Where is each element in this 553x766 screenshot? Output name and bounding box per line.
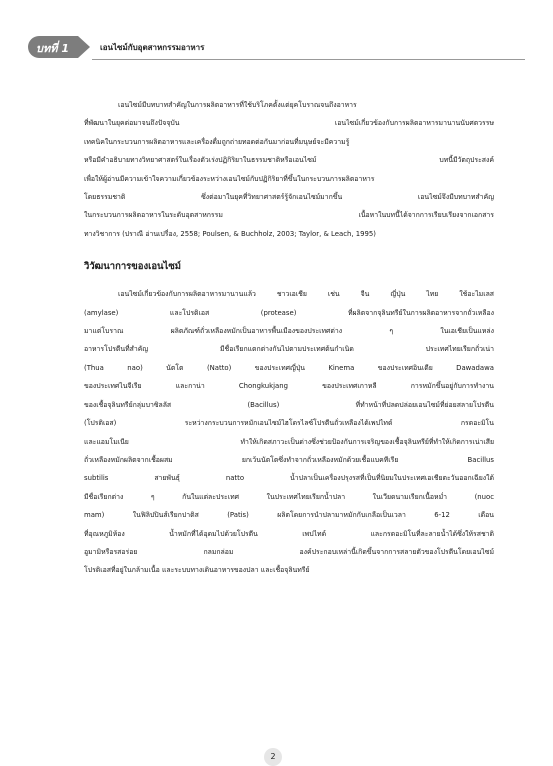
- page-body: [84, 96, 494, 580]
- paragraph-line: ทางวิชาการ (ปราณี อ่านเปรื่อง, 2558; Poulsen, & Buchholz, 2003; Taylor, & Leach, 1995): [84, 229, 376, 238]
- paragraph-line: (Thua nao) นัตโต (Natto) ของประเทศญี่ปุ่น Kinema ของประเทศอินเดีย Dawadawa: [84, 363, 494, 372]
- paragraph-line: mam) ในฟิลิปปินส์เรียกปาติส (Patis) ผลิตโดยการนำปลามาหมักกับเกลือเป็นเวลา 6-12 เดือน: [84, 511, 494, 520]
- page-number: 2: [264, 748, 282, 766]
- paragraph-line: เอนไซม์มีบทบาทสำคัญในการผลิตอาหารที่ใช้บริโภคตั้งแต่ยุคโบราณจนถึงอาหาร: [118, 101, 357, 109]
- paragraph-line: (โปรติเอส) ระหว่างกระบวนการหมักเอนไซม์ไฮโดรไลซ์โปรตีนถั่วเหลืองได้เพปไทด์ กรดอะมิโน: [84, 419, 494, 428]
- header-divider: [92, 59, 525, 60]
- chapter-label: บทที่ 1: [36, 42, 69, 55]
- paragraph-line: ของเชื้อจุลินทรีย์กลุ่มบาซิลลัส (Bacillus) ที่ทำหน้าที่ปลดปล่อยเอนไซม์ที่ย่อยสลายโปรตีน: [84, 400, 494, 409]
- paragraph-line: มีชื่อเรียกต่าง ๆ กันในแต่ละประเทศ ในประเทศไทยเรียกน้ำปลา ในเวียดนามเรียกเนื้อหม่ำ (nuoc: [84, 492, 494, 501]
- paragraph-line: เอนไซม์เกี่ยวข้องกับการผลิตอาหารมานานแล้ว ชาวเอเชีย เช่น จีน ญี่ปุ่น ไทย ใช้อะไมเลส: [118, 290, 494, 299]
- paragraph-line: อูมามิหรือรสอร่อย กลมกล่อม องค์ประกอบเหล่านี้เกิดขึ้นจากการสลายตัวของโปรตีนโดยเอนไซม์: [84, 547, 494, 556]
- paragraph-line: มาแต่โบราณ ผลิตภัณฑ์ถั่วเหลืองหมักเป็นอาหารพื้นเมืองของประเทศต่าง ๆ ในเอเชียเป็นแหล่ง: [84, 327, 494, 336]
- paragraph-line: ที่พัฒนาในยุคต่อมาจนถึงปัจจุบัน เอนไซม์เกี่ยวข้องกับการผลิตอาหารมานานนับศตวรรษ: [84, 119, 494, 128]
- chapter-header: [28, 36, 525, 64]
- paragraph-line: หรือมีคำอธิบายทางวิทยาศาสตร์ในเรื่องตัวเร่งปฏิกิริยาในธรรมชาติหรือเอนไซม์ บทนี้มีวัตถุประสงค์: [84, 156, 494, 165]
- paragraph-line: โดยธรรมชาติ ซึ่งต่อมาในยุคที่วิทยาศาสตร์รู้จักเอนไซม์มากขึ้น เอนไซม์จึงมีบทบาทสำคัญ: [84, 193, 494, 202]
- chapter-title: เอนไซม์กับอุตสาหกรรมอาหาร: [100, 43, 205, 52]
- paragraph-line: และแอมโมเนีย ทำให้เกิดสภาวะเป็นด่างซึ่งช่วยป้องกันการเจริญของเชื้อจุลินทรีย์ที่ทำให้เกิดการเน่าเสีย: [84, 437, 494, 446]
- intro-paragraph: [84, 96, 494, 243]
- chapter-tab-arrow: [78, 36, 90, 58]
- section-paragraph: [84, 285, 494, 580]
- paragraph-line: โปรติเอสที่อยู่ในกล้ามเนื้อ และระบบทางเดินอาหารของปลา และเชื้อจุลินทรีย์: [84, 566, 310, 575]
- paragraph-line: ที่อุณหภูมิห้อง น้ำหมักที่ได้อุดมไปด้วยโปรตีน เพปไทด์ และกรดอะมิโนที่ละลายน้ำได้ซึ่งให้รสชาติ: [84, 529, 494, 538]
- paragraph-line: (amylase) และโปรติเอส (protease) ที่ผลิตจากจุลินทรีย์ในการผลิตอาหารจากถั่วเหลือง: [84, 308, 494, 317]
- paragraph-line: subtilis สายพันธุ์ natto น้ำปลาเป็นเครื่องปรุงรสที่เป็นที่นิยมในประเทศเอเชียตะวันออกเฉียงใต้: [84, 474, 494, 483]
- paragraph-line: ถั่วเหลืองหมักผลิตจากเชื้อผสม ยกเว้นนัตโตซึ่งทำจากถั่วเหลืองหมักด้วยเชื้อแบคทีเรีย Bacillus: [84, 455, 494, 464]
- chapter-tab: [28, 36, 78, 58]
- paragraph-line: เพื่อให้ผู้อ่านมีความเข้าใจความเกี่ยวข้องระหว่างเอนไซม์กับปฏิกิริยาที่ขึ้นในกระบวนการผลิตอาหาร: [84, 174, 375, 183]
- paragraph-line: ในกระบวนการผลิตอาหารในระดับอุตสาหกรรม เนื้อหาในบทนี้ได้จากการเรียบเรียงจากเอกสาร: [84, 211, 494, 220]
- paragraph-line: ของประเทศไนจีเรีย และกาน่า Chongkukjang ของประเทศเกาหลี การหมักขึ้นอยู่กับการทำงาน: [84, 382, 494, 391]
- paragraph-line: เทคนิคในกระบวนการผลิตอาหารและเครื่องดื่มถูกถ่ายทอดต่อกันมาก่อนที่มนุษย์จะมีความรู้: [84, 137, 350, 146]
- paragraph-line: อาหารโปรตีนที่สำคัญ มีชื่อเรียกแตกต่างกันไปตามประเทศต้นกำเนิด ประเทศไทยเรียกถั่วเน่า: [84, 345, 494, 354]
- section-heading: วิวัฒนาการของเอนไซม์: [84, 261, 182, 273]
